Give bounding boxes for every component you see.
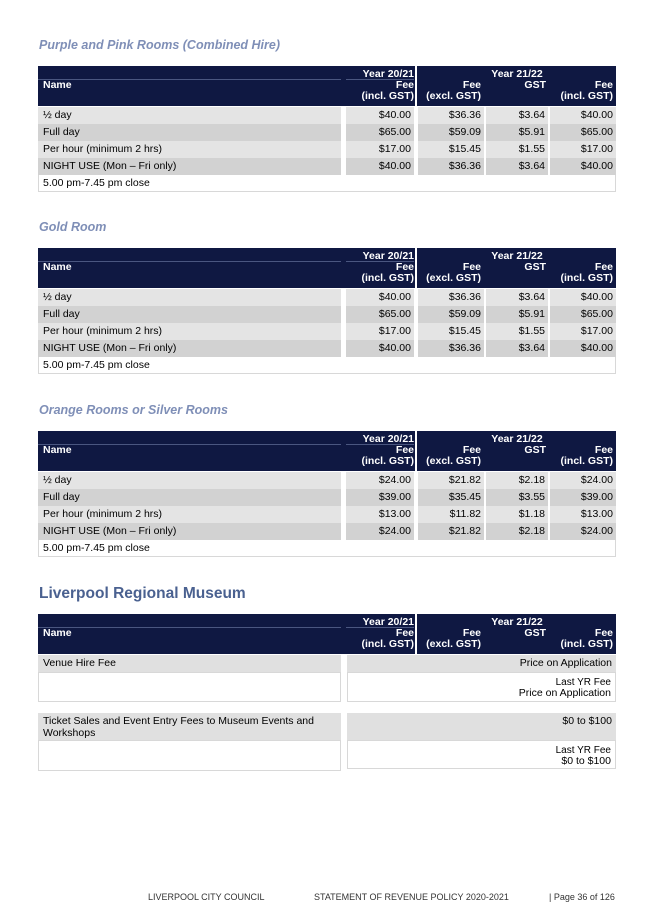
row-name: Per hour (minimum 2 hrs) <box>38 506 341 523</box>
table-row <box>38 289 616 306</box>
row-fee-2021: $65.00 <box>346 124 414 141</box>
row-gst: $1.18 <box>486 506 548 523</box>
header-year-2021: Year 20/21 <box>362 616 414 628</box>
row-fee-incl: $17.00 <box>550 141 616 158</box>
row-gst: $5.91 <box>486 306 548 323</box>
row-fee-2021: $24.00 <box>346 523 414 540</box>
header-fee-incl-2021: Fee (incl. GST) <box>361 261 414 284</box>
row-gst: $1.55 <box>486 323 548 340</box>
table-row <box>38 107 616 124</box>
table-row <box>38 489 616 506</box>
row-fee-2021: $13.00 <box>346 506 414 523</box>
table-header <box>38 614 616 654</box>
row-fee-2021: $39.00 <box>346 489 414 506</box>
table-header <box>38 248 616 288</box>
row-fee-2021: $40.00 <box>346 289 414 306</box>
header-fee-incl-2021: Fee (incl. GST) <box>361 627 414 650</box>
footer-org: LIVERPOOL CITY COUNCIL <box>148 892 265 902</box>
museum-item-ticket-sales <box>38 713 616 740</box>
row-name: Per hour (minimum 2 hrs) <box>38 323 341 340</box>
museum-item-venue-hire-last <box>38 672 616 702</box>
footer-page: | Page 36 of 126 <box>549 892 615 902</box>
row-name: ½ day <box>38 472 341 489</box>
header-gst: GST <box>524 444 546 456</box>
row-name: ½ day <box>38 107 341 124</box>
item-name: Venue Hire Fee <box>38 655 341 672</box>
row-fee-excl: $36.36 <box>418 158 484 175</box>
row-gst: $1.55 <box>486 141 548 158</box>
header-fee-excl: Fee (excl. GST) <box>426 261 481 284</box>
row-name: ½ day <box>38 289 341 306</box>
header-fee-incl-2021: Fee (incl. GST) <box>361 79 414 102</box>
row-fee-incl: $40.00 <box>550 289 616 306</box>
row-fee-incl: $40.00 <box>550 107 616 124</box>
header-name: Name <box>43 444 72 456</box>
row-gst: $3.64 <box>486 107 548 124</box>
row-gst: $2.18 <box>486 472 548 489</box>
row-fee-incl: $40.00 <box>550 158 616 175</box>
row-gst: $3.64 <box>486 289 548 306</box>
fee-table-purple-pink <box>38 66 616 192</box>
item-value: Price on Application <box>347 655 616 672</box>
table-row <box>38 340 616 357</box>
table-row <box>38 323 616 340</box>
table-row <box>38 158 616 175</box>
last-yr-value: $0 to $100 <box>561 755 611 767</box>
row-fee-incl: $17.00 <box>550 323 616 340</box>
header-gst: GST <box>524 261 546 273</box>
row-name: NIGHT USE (Mon – Fri only) <box>38 340 341 357</box>
header-year-2122: Year 21/22 <box>491 250 543 262</box>
row-fee-excl: $36.36 <box>418 107 484 124</box>
header-fee-excl: Fee (excl. GST) <box>426 627 481 650</box>
row-fee-2021: $40.00 <box>346 340 414 357</box>
row-fee-excl: $21.82 <box>418 472 484 489</box>
row-fee-excl: $35.45 <box>418 489 484 506</box>
row-fee-2021: $40.00 <box>346 158 414 175</box>
row-name: Full day <box>38 124 341 141</box>
table-row <box>38 124 616 141</box>
section-title-gold-room: Gold Room <box>39 220 107 234</box>
header-fee-incl-2021: Fee (incl. GST) <box>361 444 414 467</box>
row-name: Full day <box>38 489 341 506</box>
row-fee-excl: $36.36 <box>418 289 484 306</box>
table-row <box>38 523 616 540</box>
row-fee-2021: $17.00 <box>346 323 414 340</box>
table-note: 5.00 pm-7.45 pm close <box>38 175 616 192</box>
table-header <box>38 66 616 106</box>
table-row <box>38 472 616 489</box>
row-fee-2021: $17.00 <box>346 141 414 158</box>
row-fee-2021: $40.00 <box>346 107 414 124</box>
header-name: Name <box>43 79 72 91</box>
table-row <box>38 506 616 523</box>
item-value: $0 to $100 <box>347 713 616 740</box>
row-gst: $3.64 <box>486 340 548 357</box>
table-note: 5.00 pm-7.45 pm close <box>38 540 616 557</box>
museum-item-venue-hire <box>38 655 616 672</box>
row-fee-incl: $65.00 <box>550 124 616 141</box>
header-year-2122: Year 21/22 <box>491 433 543 445</box>
row-fee-excl: $11.82 <box>418 506 484 523</box>
row-gst: $3.55 <box>486 489 548 506</box>
row-fee-incl: $65.00 <box>550 306 616 323</box>
museum-item-ticket-sales-last <box>38 740 616 771</box>
row-fee-excl: $15.45 <box>418 141 484 158</box>
table-header <box>38 431 616 471</box>
row-name: Per hour (minimum 2 hrs) <box>38 141 341 158</box>
header-name: Name <box>43 627 72 639</box>
section-title-museum: Liverpool Regional Museum <box>39 585 246 602</box>
row-name: NIGHT USE (Mon – Fri only) <box>38 158 341 175</box>
section-title-purple-pink: Purple and Pink Rooms (Combined Hire) <box>39 38 280 52</box>
row-fee-excl: $36.36 <box>418 340 484 357</box>
row-fee-2021: $24.00 <box>346 472 414 489</box>
header-year-2021: Year 20/21 <box>362 433 414 445</box>
table-row <box>38 141 616 158</box>
row-gst: $5.91 <box>486 124 548 141</box>
row-fee-excl: $59.09 <box>418 124 484 141</box>
header-year-2021: Year 20/21 <box>362 68 414 80</box>
table-note: 5.00 pm-7.45 pm close <box>38 357 616 374</box>
header-year-2122: Year 21/22 <box>491 616 543 628</box>
row-fee-incl: $13.00 <box>550 506 616 523</box>
header-fee-incl: Fee (incl. GST) <box>560 79 613 102</box>
header-gst: GST <box>524 79 546 91</box>
last-yr-value: Price on Application <box>518 687 611 699</box>
row-fee-incl: $24.00 <box>550 472 616 489</box>
fee-table-museum <box>38 614 616 771</box>
header-gst: GST <box>524 627 546 639</box>
row-fee-incl: $24.00 <box>550 523 616 540</box>
row-fee-excl: $15.45 <box>418 323 484 340</box>
item-name: Ticket Sales and Event Entry Fees to Museum Events and Workshops <box>38 713 341 740</box>
last-yr-label: Last YR Fee <box>555 677 611 688</box>
header-name: Name <box>43 261 72 273</box>
row-gst: $3.64 <box>486 158 548 175</box>
footer-doc: STATEMENT OF REVENUE POLICY 2020-2021 <box>314 892 509 902</box>
header-year-2021: Year 20/21 <box>362 250 414 262</box>
row-fee-excl: $21.82 <box>418 523 484 540</box>
row-gst: $2.18 <box>486 523 548 540</box>
row-fee-incl: $40.00 <box>550 340 616 357</box>
row-name: Full day <box>38 306 341 323</box>
row-fee-excl: $59.09 <box>418 306 484 323</box>
header-fee-incl: Fee (incl. GST) <box>560 627 613 650</box>
last-yr-label: Last YR Fee <box>555 745 611 756</box>
header-fee-incl: Fee (incl. GST) <box>560 444 613 467</box>
table-row <box>38 306 616 323</box>
row-fee-2021: $65.00 <box>346 306 414 323</box>
fee-table-gold-room <box>38 248 616 374</box>
header-year-2122: Year 21/22 <box>491 68 543 80</box>
header-fee-excl: Fee (excl. GST) <box>426 444 481 467</box>
fee-table-orange-silver <box>38 431 616 557</box>
row-fee-incl: $39.00 <box>550 489 616 506</box>
row-name: NIGHT USE (Mon – Fri only) <box>38 523 341 540</box>
header-fee-excl: Fee (excl. GST) <box>426 79 481 102</box>
section-title-orange-silver: Orange Rooms or Silver Rooms <box>39 403 228 417</box>
header-fee-incl: Fee (incl. GST) <box>560 261 613 284</box>
